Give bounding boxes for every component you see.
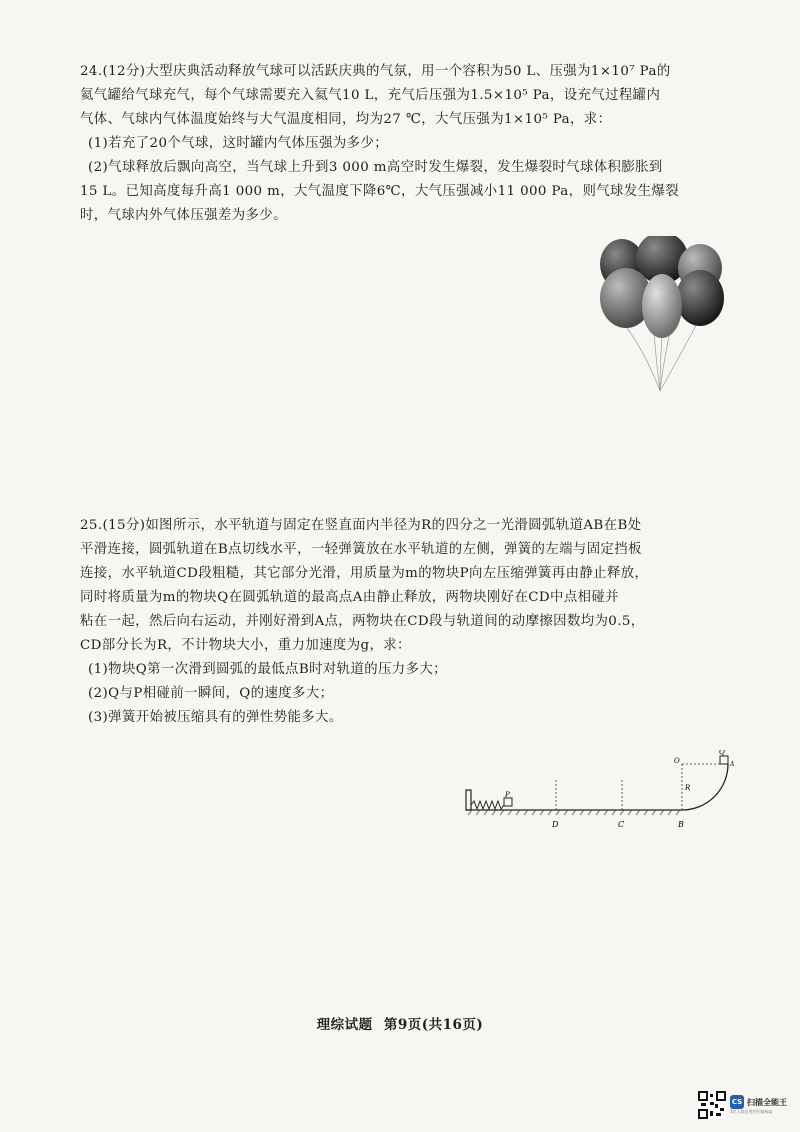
q25-subquestion-2: (2)Q与P相碰前一瞬间，Q的速度多大； (88, 686, 334, 701)
scanner-app-name: 扫描全能王 (747, 1097, 787, 1107)
q25-line: 粘在一起，然后向右运动，并刚好滑到A点，两物块在CD段与轨道间的动摩擦因数均为0.5， (80, 614, 645, 629)
scanner-watermark (698, 1088, 792, 1122)
label-a: A (730, 761, 735, 768)
label-q: Q (719, 750, 725, 756)
q24-subquestion-1: (1)若充了20个气球，这时罐内气体压强为多少； (88, 136, 389, 151)
label-b: B (678, 820, 684, 829)
q24-line: 15 L。已知高度每升高1 000 m，大气温度下降6℃，大气压强减小11 000 Pa，则气球发生爆裂 (80, 184, 679, 199)
q25-line: CD部分长为R，不计物块大小，重力加速度为g，求： (80, 638, 411, 653)
label-o: O (674, 757, 680, 765)
q25-line: 25.(15分)如图所示，水平轨道与固定在竖直面内半径为R的四分之一光滑圆弧轨道AB在B处 (80, 518, 642, 533)
label-c: C (618, 820, 625, 829)
q25-line: 同时将质量为m的物块Q在圆弧轨道的最高点A由静止释放，两物块刚好在CD中点相碰并 (80, 590, 619, 605)
page-footer (0, 1013, 800, 1033)
q24-line: 24.(12分)大型庆典活动释放气球可以活跃庆典的气氛，用一个容积为50 L、压强为1×10⁷ Pa的 (80, 64, 671, 79)
balloons-image (592, 236, 732, 396)
footer-subject: 理综试题 (316, 1017, 373, 1033)
block-q (720, 756, 728, 764)
q24-line: 时，气球内外气体压强差为多少。 (80, 208, 287, 223)
label-d: D (552, 820, 559, 829)
qr-code-icon (698, 1091, 726, 1119)
cs-logo-icon: CS (730, 1095, 744, 1109)
scanner-tagline: 3亿人都在用的扫描App (730, 1109, 773, 1114)
track-diagram (456, 750, 756, 840)
label-p: P (505, 791, 510, 799)
q24-line: 气体、气球内气体温度始终与大气温度相同，均为27 ℃，大气压强为1×10⁵ Pa，求： (80, 112, 612, 127)
label-r: R (685, 784, 691, 792)
q24-line: 氦气罐给气球充气，每个气球需要充入氦气10 L，充气后压强为1.5×10⁵ Pa，设充气过程罐内 (80, 88, 661, 103)
footer-page: 第9页(共16页) (383, 1017, 484, 1033)
question-24 (80, 60, 740, 228)
q25-line: 平滑连接，圆弧轨道在B点切线水平，一轻弹簧放在水平轨道的左侧，弹簧的左端与固定挡板 (80, 542, 642, 557)
stopper-wall (466, 790, 471, 810)
q25-line: 连接，水平轨道CD段粗糙，其它部分光滑，用质量为m的物块P向左压缩弹簧再由静止释放， (80, 566, 649, 581)
q24-subquestion-2: (2)气球释放后飘向高空，当气球上升到3 000 m高空时发生爆裂，发生爆裂时气球体积膨胀到 (88, 160, 663, 175)
question-25 (80, 514, 740, 730)
block-p (504, 798, 512, 806)
scanner-brand (730, 1095, 787, 1115)
q25-subquestion-1: (1)物块Q第一次滑到圆弧的最低点B时对轨道的压力多大； (88, 662, 447, 677)
track-hatch (468, 810, 680, 815)
spring (471, 801, 504, 809)
q25-subquestion-3: (3)弹簧开始被压缩具有的弹性势能多大。 (88, 710, 343, 725)
